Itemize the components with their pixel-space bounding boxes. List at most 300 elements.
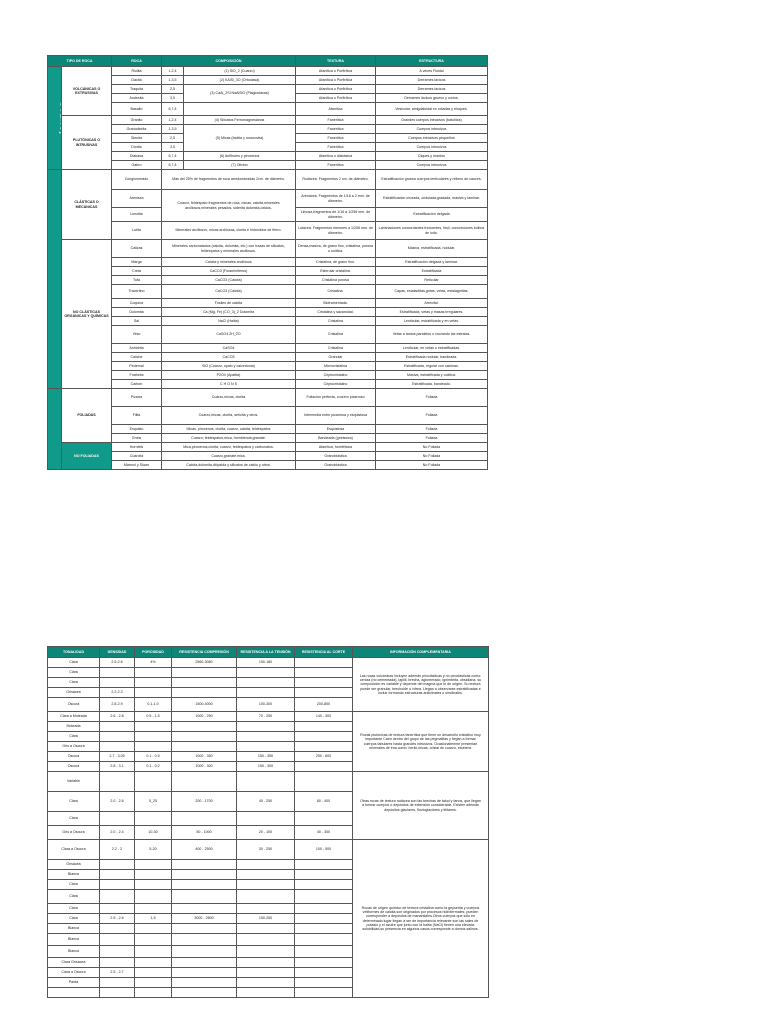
cell-roca: Esquisto — [112, 425, 162, 434]
cell-estructura: Estratificación cruzada, ondulada,gradada, masiva y laminar. — [376, 190, 488, 208]
cell-densidad — [100, 934, 135, 946]
cell-tonalidad: Clara — [48, 732, 100, 742]
cell-code: 1,3,5 — [162, 125, 184, 134]
cell-tonalidad: Grisácea — [48, 860, 100, 870]
cell-corte — [295, 904, 353, 914]
cell-tonalidad: Variable — [48, 772, 100, 792]
cell-tension: 30 - 250 — [237, 840, 295, 860]
cell-porosidad: 0.1-1.0 — [135, 698, 172, 712]
cell-estructura: No Foliada — [376, 461, 488, 470]
cell-densidad — [100, 904, 135, 914]
cell-tension: 150 - 300 — [237, 762, 295, 772]
cell-textura: Afanítica — [296, 103, 376, 116]
cell-compresion: 200 - 1700 — [172, 792, 237, 812]
cell-composicion: Minerales carbonatados (calcita, dolomita, etc.) con trazas de silicatos, feldespatos y minerales arcillosos. — [162, 240, 296, 258]
cell-tonalidad: Clara a Oscura — [48, 840, 100, 860]
cell-textura: Afanítica, hornfélsica — [296, 443, 376, 452]
cell-code: 1,3,5 — [162, 76, 184, 85]
cell-tension — [237, 668, 295, 678]
cell-tonalidad: Clara — [48, 914, 100, 924]
cell-composicion: P2O4 (Apatita) — [162, 371, 296, 380]
cell-composicion: Cuarzo,micas, clorita — [162, 389, 296, 407]
table-row — [48, 326, 488, 344]
cell-textura: Cristalina porosa — [296, 276, 376, 285]
cell-tension: 150-180 — [237, 658, 295, 668]
cell-composicion: C H O N S — [162, 380, 296, 389]
cell-densidad: 2.8 - 3.1 — [100, 762, 135, 772]
cell-compresion — [172, 890, 237, 904]
cell-corte — [295, 812, 353, 826]
table-row — [48, 772, 489, 792]
cell-porosidad: 4% — [135, 658, 172, 668]
cell-densidad: 2.2-2.3 — [100, 688, 135, 698]
cell-porosidad: 5-20 — [135, 840, 172, 860]
cell-roca: Coquina — [112, 299, 162, 308]
cell-tension — [237, 934, 295, 946]
cell-roca: Gneis — [112, 434, 162, 443]
cell-densidad — [100, 668, 135, 678]
cell-densidad — [100, 880, 135, 890]
cell-estructura: Vetas a tantos paralelos o cruzando las estratas. — [376, 326, 488, 344]
cell-compresion: 1000 - 350 — [172, 752, 237, 762]
cell-compresion — [172, 968, 237, 978]
cell-porosidad — [135, 722, 172, 732]
table-row — [48, 76, 488, 85]
table-row — [48, 190, 488, 208]
table-row — [48, 389, 488, 407]
subgroup-clasticas: CLÁSTICAS O MECÁNICAS — [62, 170, 112, 240]
cell-densidad — [100, 890, 135, 904]
cell-compresion — [172, 946, 237, 958]
cell-porosidad: 5_25 — [135, 792, 172, 812]
cell-tonalidad: Clara — [48, 812, 100, 826]
cell-roca: Hornfels — [112, 443, 162, 452]
cell-corte: 140 - 300 — [295, 712, 353, 722]
cell-textura: Granular — [296, 353, 376, 362]
cell-compresion: 2560-3080 — [172, 658, 237, 668]
cell-textura: Granoblástica — [296, 461, 376, 470]
cell-code: 3,5 — [162, 94, 184, 103]
cell-tension: 20 - 100 — [237, 826, 295, 840]
cell-corte — [295, 742, 353, 752]
cell-porosidad — [135, 924, 172, 934]
cell-estructura: Grandes cuerpos intrusivos (batolitos) — [376, 116, 488, 125]
cell-roca: Arenisca — [112, 190, 162, 208]
cell-corte: 200-800 — [295, 698, 353, 712]
header-textura: TEXTURA — [296, 56, 376, 67]
cell-tonalidad: Blanca — [48, 934, 100, 946]
cell-tension — [237, 742, 295, 752]
cell-densidad — [100, 988, 135, 998]
cell-tension — [237, 958, 295, 968]
cell-estructura: Cuerpos intrusivos — [376, 125, 488, 134]
table-row — [48, 285, 488, 299]
cell-estructura: Estratificación delgada y laminar. — [376, 258, 488, 267]
cell-roca: Traquita — [112, 85, 162, 94]
cell-porosidad — [135, 988, 172, 998]
cell-tonalidad: Oscura — [48, 752, 100, 762]
cell-tonalidad: Moteada — [48, 722, 100, 732]
cell-textura: Cristalina y sacaroidal. — [296, 308, 376, 317]
cell-textura: Afanítica o diabásica — [296, 152, 376, 161]
cell-composicion: CaSO4 — [162, 344, 296, 353]
cell-compresion: 1000 - 250 — [172, 712, 237, 722]
cell-corte — [295, 688, 353, 698]
cell-estructura: Reticular — [376, 276, 488, 285]
cell-composicion: Calcita,dolomita,diópsida y silicatos de calcio y otros. — [162, 461, 296, 470]
cell-tension — [237, 812, 295, 826]
cell-tonalidad: Blanca — [48, 946, 100, 958]
table2-header — [48, 647, 489, 658]
cell-tonalidad: Blanca — [48, 870, 100, 880]
header-composicion: COMPOSICIÓN — [162, 56, 296, 67]
cell-estructura: Derrames lávicos grueso y cortos. — [376, 94, 488, 103]
header-informacion-complementaria: INFORMACIÓN COMPLEMENTARIA — [353, 647, 489, 658]
cell-tension — [237, 924, 295, 934]
cell-densidad: 2.7 - 3.05 — [100, 752, 135, 762]
cell-corte — [295, 772, 353, 792]
cell-tonalidad: Gris a Oscura — [48, 826, 100, 840]
cell-porosidad — [135, 678, 172, 688]
cell-corte — [295, 958, 353, 968]
header-estructura: ESTRUCTURA — [376, 56, 488, 67]
subgroup-foliadas: FOLIADAS — [62, 389, 112, 443]
cell-compresion — [172, 732, 237, 742]
cell-densidad: 2.5 - 2.6 — [100, 914, 135, 924]
cell-composicion: Cuarzo, feldespato fragmentos de roca, micas, calcita,minerales arcillosos,minerales pesados, siderita dolomita,óxidos. — [162, 190, 296, 222]
cell-tension — [237, 890, 295, 904]
table-row — [48, 152, 488, 161]
cell-porosidad — [135, 688, 172, 698]
cell-textura: Foliación perfecta, cruzero pizarroso — [296, 389, 376, 407]
cell-compresion — [172, 860, 237, 870]
cell-roca: Granito — [112, 116, 162, 125]
cell-textura: Esquistosa — [296, 425, 376, 434]
cell-composicion: CaCO3 — [162, 353, 296, 362]
cell-roca: Travertino — [112, 285, 162, 299]
cell-composicion: (3) CaAl_2Si NaAlSiO (Plagioclasas) — [184, 85, 296, 103]
cell-estructura: Lenticular, estratificada y en vetas. — [376, 317, 488, 326]
cell-estructura: Foliada — [376, 407, 488, 425]
rock-classification-table — [47, 55, 488, 470]
group-igneas — [48, 67, 62, 170]
cell-composicion: Fósiles de calcita — [162, 299, 296, 308]
cell-textura: Afanítica o Porfirítica — [296, 94, 376, 103]
cell-corte — [295, 946, 353, 958]
cell-estructura: Foliada — [376, 434, 488, 443]
table-row — [48, 222, 488, 240]
cell-corte — [295, 934, 353, 946]
cell-tonalidad: Clara — [48, 792, 100, 812]
cell-roca: Andesita — [112, 94, 162, 103]
cell-roca: Dolomita — [112, 308, 162, 317]
cell-compresion — [172, 988, 237, 998]
header-resistencia-corte: RESISTENCIA AL CORTE — [295, 647, 353, 658]
cell-composicion: SiO (Cuarzo, ópalo y calcedonia) — [162, 362, 296, 371]
cell-estructura: Masiva, estratificada, nodular. — [376, 240, 488, 258]
cell-textura: Bioframentada. — [296, 299, 376, 308]
cell-tonalidad: Grisácea — [48, 688, 100, 698]
cell-textura: Densa,masiva, de grano fino, cristalina, porosa u oolítica. — [296, 240, 376, 258]
cell-composicion: Micas, piroxenos, clorita, cuarzo, calcita, feldespatos — [162, 425, 296, 434]
cell-tension — [237, 880, 295, 890]
cell-estructura: Vesicular, amigdaloidal en coladas y bloques. — [376, 103, 488, 116]
cell-compresion: 1500-4000 — [172, 698, 237, 712]
cell-textura: Granoblástica — [296, 452, 376, 461]
cell-textura: Afanítica o Porfirítica — [296, 67, 376, 76]
cell-densidad — [100, 722, 135, 732]
cell-corte — [295, 668, 353, 678]
cell-tension: 100-300 — [237, 698, 295, 712]
cell-textura: Cristalina, de grano fino. — [296, 258, 376, 267]
table-row — [48, 344, 488, 353]
cell-tonalidad: Clara — [48, 658, 100, 668]
table-row — [48, 380, 488, 389]
cell-roca: Limolita — [112, 208, 162, 222]
cell-composicion: CaCO3 (Foraminíferos) — [162, 267, 296, 276]
cell-roca: Cuarcita — [112, 452, 162, 461]
table-row — [48, 658, 489, 668]
cell-compresion — [172, 958, 237, 968]
cell-estructura: Laminaciones concordantes frecuentes, fósil, concreciones bulbos de lodo. — [376, 222, 488, 240]
cell-porosidad — [135, 668, 172, 678]
cell-compresion — [172, 978, 237, 988]
cell-compresion — [172, 668, 237, 678]
cell-textura: Fanerítica — [296, 116, 376, 125]
cell-roca: Pizarra — [112, 389, 162, 407]
cell-roca: Riolita — [112, 67, 162, 76]
cell-porosidad — [135, 742, 172, 752]
cell-code: 3,5 — [162, 143, 184, 152]
cell-textura: Intermedia entre pizarrosa y esquistosa — [296, 407, 376, 425]
cell-corte — [295, 658, 353, 668]
cell-roca: Mármol y Skarn — [112, 461, 162, 470]
table-row — [48, 308, 488, 317]
table-row — [48, 712, 489, 722]
cell-textura: Fanerítica — [296, 161, 376, 170]
cell-informacion: Otras rocas de textura rudácea son las brechas de talud y fanos, que llegan a formar cuerpos o depósitos de extensión considerable. Existen además depósitos glaciares, fluvioglaciares y tilitanes. — [353, 772, 489, 840]
table-row — [48, 85, 488, 94]
cell-corte — [295, 722, 353, 732]
cell-porosidad — [135, 732, 172, 742]
cell-compresion — [172, 812, 237, 826]
cell-composicion: CaCO3 (Calcita) — [162, 276, 296, 285]
cell-roca: Calizas — [112, 240, 162, 258]
cell-porosidad — [135, 860, 172, 870]
group-metamorficas — [48, 389, 62, 470]
cell-estructura: Estratificada nodular, bandeada. — [376, 353, 488, 362]
table-row — [48, 240, 488, 258]
cell-roca: Diorita — [112, 143, 162, 152]
header-porosidad: POROSIDAD — [135, 647, 172, 658]
rock-properties-table — [47, 646, 489, 998]
header-roca: ROCA — [112, 56, 162, 67]
cell-compresion — [172, 722, 237, 732]
cell-composicion: (1) SiO_2 (Cuarzo) — [184, 67, 296, 76]
cell-densidad — [100, 946, 135, 958]
cell-estructura: Masiva, estratificada y oolítica. — [376, 371, 488, 380]
cell-composicion: (7) Olivino — [184, 161, 296, 170]
cell-estructura: No Foliada — [376, 452, 488, 461]
table-row — [48, 317, 488, 326]
cell-densidad: 2.8-2.9 — [100, 698, 135, 712]
table-row — [48, 267, 488, 276]
cell-code: 6,7,4 — [162, 103, 184, 116]
cell-roca: Carbón — [112, 380, 162, 389]
cell-textura: Afanítica o Porfirítica — [296, 76, 376, 85]
header-resistencia-tension: RESISTENCIA A LA TENSIÓN — [237, 647, 295, 658]
cell-corte — [295, 870, 353, 880]
cell-roca: Dacita — [112, 76, 162, 85]
table1-header — [48, 56, 488, 67]
table-row — [48, 461, 488, 470]
cell-textura: Arenácea. Fragmentos de 1/16 a 2 mm. de diámetro. — [296, 190, 376, 208]
cell-tonalidad: Clara — [48, 880, 100, 890]
cell-estructura: Derrames lávicos — [376, 76, 488, 85]
cell-compresion — [172, 678, 237, 688]
cell-compresion — [172, 880, 237, 890]
cell-compresion: 400 - 2500 — [172, 840, 237, 860]
cell-tonalidad: Oscura — [48, 762, 100, 772]
cell-corte — [295, 924, 353, 934]
cell-estructura: Capas, estalactitas,gotas, vetas, estalagmitas. — [376, 285, 488, 299]
cell-roca: Filita — [112, 407, 162, 425]
table-row — [48, 258, 488, 267]
cell-densidad — [100, 678, 135, 688]
cell-porosidad — [135, 946, 172, 958]
table-row — [48, 371, 488, 380]
cell-informacion: Rocas plutónicas de textura fanerítica que tiene un desarrollo cristalino muy importante Caen dentro del grupo de las pegmatitas y llegan a formar cuerpos tabulares hasta grandes intrusivos. Ocasionalmente presentan minerales de ena como: berilo,micas, cristal de cuarzo, etcétera. — [353, 712, 489, 772]
cell-roca: Marga — [112, 258, 162, 267]
cell-tension — [237, 860, 295, 870]
cell-tonalidad: Clara a Moteada — [48, 712, 100, 722]
cell-porosidad — [135, 880, 172, 890]
cell-textura: Rudácea. Fragmentos 2 cm. de diámetro. — [296, 170, 376, 190]
cell-roca: Diabasa — [112, 152, 162, 161]
cell-tonalidad: Oscura — [48, 698, 100, 712]
cell-densidad: 2.2 - 2 — [100, 840, 135, 860]
cell-tension: 150 - 350 — [237, 752, 295, 762]
cell-compresion — [172, 934, 237, 946]
cell-tonalidad: Clara — [48, 668, 100, 678]
cell-roca: Sal — [112, 317, 162, 326]
cell-textura: Lutácea. Fragmentos menores a 1/256 mm. de diámetro. — [296, 222, 376, 240]
cell-corte — [295, 880, 353, 890]
cell-textura: Microcristalina — [296, 362, 376, 371]
cell-composicion: Cuarzo,micas, clorita, sericita y otros. — [162, 407, 296, 425]
cell-tonalidad — [48, 988, 100, 998]
cell-tonalidad: Clara Grisácea — [48, 958, 100, 968]
cell-roca: Creta — [112, 267, 162, 276]
subgroup-no-foliadas: NO FOLIADAS — [62, 443, 112, 470]
cell-informacion: Rocas de origen químico de textura cristalina como la geyserita y cuerpos vetiformes de calcita,son originados por procesos hidrotermales; pueden corresponder a depósitos de manantiales.Otros cuerpos que sólo en determinado lugar llegan a ser de importancia relevante son las sales de potasio y el azufre que junto con la halita (NaCl) tienen una elevada solubilidad,su presencia en algunos casos corresponde a domos salinos. — [353, 840, 489, 998]
cell-corte: 100 - 500 — [295, 840, 353, 860]
cell-tension — [237, 946, 295, 958]
cell-roca: Sienita — [112, 134, 162, 143]
cell-porosidad — [135, 890, 172, 904]
cell-densidad — [100, 978, 135, 988]
cell-porosidad: 0.1 - 0.2 — [135, 762, 172, 772]
cell-textura: Cristalina — [296, 344, 376, 353]
cell-porosidad: 10-30 — [135, 826, 172, 840]
cell-tension — [237, 732, 295, 742]
cell-densidad: 2.5 - 2.7 — [100, 968, 135, 978]
cell-roca: Pedernal — [112, 362, 162, 371]
cell-composicion: CaCO3 (Calcita) — [162, 285, 296, 299]
cell-porosidad — [135, 904, 172, 914]
table-row — [48, 452, 488, 461]
cell-estructura: Lenticular, en vetas o estratificadas. — [376, 344, 488, 353]
subgroup-plutonicas: PLUTÓNICAS O INTRUSIVAS — [62, 116, 112, 170]
cell-roca: Conglomerado — [112, 170, 162, 190]
cell-corte — [295, 968, 353, 978]
cell-textura: Esferular cristalina. — [296, 267, 376, 276]
cell-densidad — [100, 870, 135, 880]
cell-densidad: 2.0 - 2.4 — [100, 826, 135, 840]
cell-roca: Tufa — [112, 276, 162, 285]
cell-tonalidad: Clara a Oscura — [48, 968, 100, 978]
table2-body — [48, 658, 489, 998]
cell-porosidad — [135, 772, 172, 792]
cell-roca: Yeso — [112, 326, 162, 344]
cell-corte — [295, 988, 353, 998]
table-row — [48, 299, 488, 308]
cell-corte: 40 - 300 — [295, 826, 353, 840]
cell-tension: 70 - 250 — [237, 712, 295, 722]
cell-corte — [295, 978, 353, 988]
cell-textura: Limosa fragmentos de 1/16 a 1/256 mm. de diámetro. — [296, 208, 376, 222]
cell-densidad — [100, 924, 135, 934]
table-row — [48, 840, 489, 860]
cell-composicion: Cuarzo,granate,mica. — [162, 452, 296, 461]
cell-estructura: Estratificada, vetas y masas irregulares. — [376, 308, 488, 317]
header-densidad: DENSIDAD — [100, 647, 135, 658]
cell-porosidad — [135, 812, 172, 826]
cell-roca: Granodiorita — [112, 125, 162, 134]
table-row — [48, 353, 488, 362]
cell-textura: Criptocristalino — [296, 371, 376, 380]
cell-porosidad: 0.5 - 1.5 — [135, 712, 172, 722]
cell-estructura: Cuerpos intrusivos — [376, 143, 488, 152]
cell-estructura: Foliada — [376, 389, 488, 407]
cell-compresion — [172, 742, 237, 752]
cell-tonalidad: Gris a Oscura — [48, 742, 100, 752]
cell-densidad — [100, 772, 135, 792]
cell-tension — [237, 678, 295, 688]
cell-code: 2,5 — [162, 134, 184, 143]
cell-estructura: Cuerpos intrusivos — [376, 161, 488, 170]
cell-porosidad: 1-5 — [135, 914, 172, 924]
cell-tension — [237, 978, 295, 988]
cell-porosidad — [135, 958, 172, 968]
subgroup-volcanicas: VOLCÁNICAS O EXTRUSIVAS — [62, 67, 112, 116]
cell-roca: Basalto — [112, 103, 162, 116]
cell-tension: 40 - 250 — [237, 792, 295, 812]
cell-corte — [295, 914, 353, 924]
cell-code: 1,2,4 — [162, 116, 184, 125]
cell-tonalidad: Clara — [48, 904, 100, 914]
cell-composicion: (2) KAlSi_3O (Ortoclasa) — [184, 76, 296, 85]
cell-estructura: Estratificada, regular con calcinas. — [376, 362, 488, 371]
cell-textura: Fanerítica — [296, 134, 376, 143]
cell-compresion — [172, 688, 237, 698]
cell-code: 6,7,4 — [162, 152, 184, 161]
cell-composicion: Calcita y minerales arcillosos — [162, 258, 296, 267]
cell-densidad: 2.5-2.6 — [100, 658, 135, 668]
cell-roca: Lutita — [112, 222, 162, 240]
cell-roca: Fosforita — [112, 371, 162, 380]
cell-corte — [295, 860, 353, 870]
